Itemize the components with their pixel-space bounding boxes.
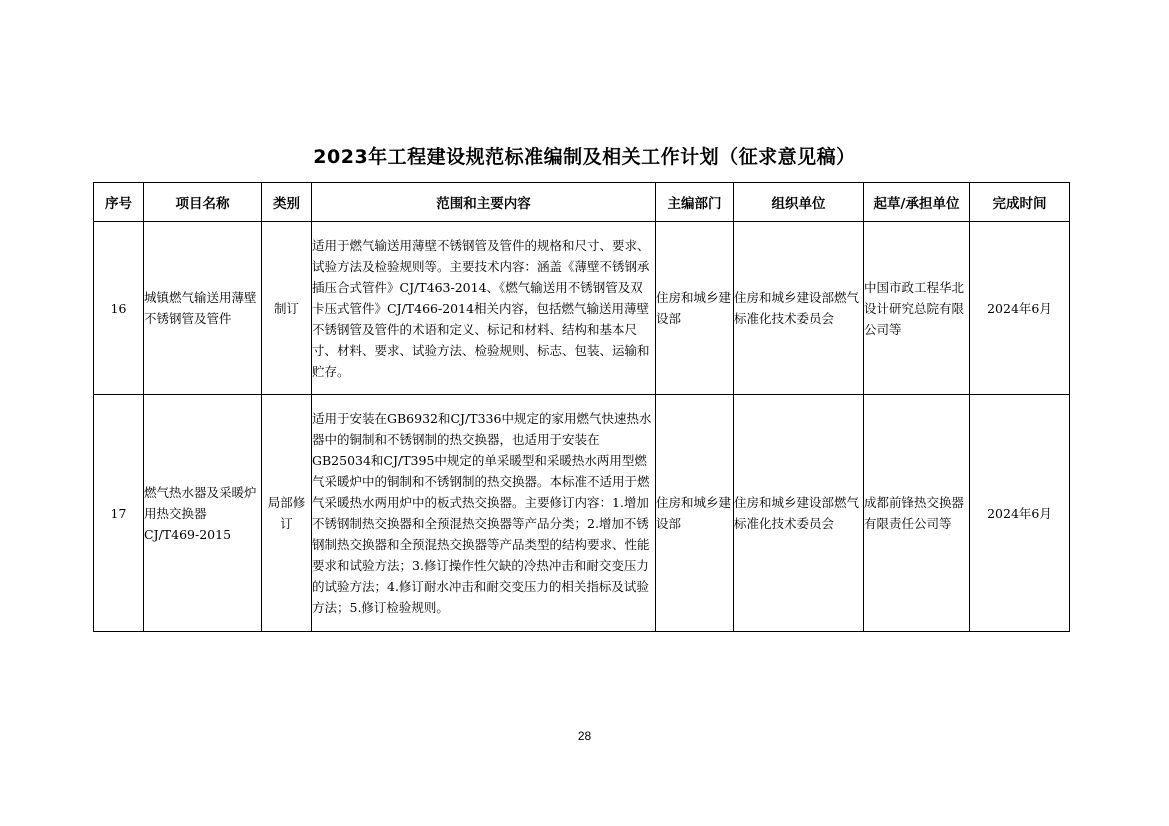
table-header-row [94,183,1070,222]
row-editor-dept: 住房和城乡建设部 [656,222,734,395]
work-plan-table [93,182,1070,632]
page-number: 28 [577,729,592,743]
row-category: 制订 [262,222,312,395]
row-deadline: 2024年6月 [970,222,1070,395]
header-deadline: 完成时间 [970,183,1070,222]
header-editor-dept: 主编部门 [656,183,734,222]
page-title: 2023年工程建设规范标准编制及相关工作计划（征求意见稿） [313,146,856,168]
row-editor-dept: 住房和城乡建设部 [656,395,734,632]
row-drafter: 中国市政工程华北设计研究总院有限公司等 [864,222,970,395]
header-org-unit: 组织单位 [734,183,864,222]
header-category: 类别 [262,183,312,222]
row-drafter: 成都前锋热交换器有限责任公司等 [864,395,970,632]
table-row [94,395,1070,632]
row-project-name: 燃气热水器及采暖炉用热交换器CJ/T469-2015 [144,395,262,632]
header-project-name: 项目名称 [144,183,262,222]
row-project-name: 城镇燃气输送用薄壁不锈钢管及管件 [144,222,262,395]
table-row [94,222,1070,395]
row-no: 17 [94,395,144,632]
header-scope: 范围和主要内容 [312,183,656,222]
row-category: 局部修订 [262,395,312,632]
row-org-unit: 住房和城乡建设部燃气标准化技术委员会 [734,222,864,395]
row-deadline: 2024年6月 [970,395,1070,632]
row-org-unit: 住房和城乡建设部燃气标准化技术委员会 [734,395,864,632]
row-scope: 适用于安装在GB6932和CJ/T336中规定的家用燃气快速热水器中的铜制和不锈钢制的热交换器，也适用于安装在GB25034和CJ/T395中规定的单采暖型和采暖热水两用型燃气采暖炉中的铜制和不锈钢制的热交换器。本标准不适用于燃气采暖热水两用炉中的板式热交换器。主要修订内容：1.增加不锈钢制热交换器和全预混热交换器等产品分类；2.增加不锈钢制热交换器和全预混热交换器等产品类型的结构要求、性能要求和试验方法；3.修订操作性欠缺的冷热冲击和耐交变压力的试验方法；4.修订耐水冲击和耐交变压力的相关指标及试验方法；5.修订检验规则。 [312,395,656,632]
row-scope: 适用于燃气输送用薄壁不锈钢管及管件的规格和尺寸、要求、试验方法及检验规则等。主要技术内容：涵盖《薄壁不锈钢承插压合式管件》CJ/T463-2014、《燃气输送用不锈钢管及双卡压式管件》CJ/T466-2014相关内容，包括燃气输送用薄壁不锈钢管及管件的术语和定义、标记和材料、结构和基本尺寸、材料、要求、试验方法、检验规则、标志、包装、运输和贮存。 [312,222,656,395]
row-no: 16 [94,222,144,395]
header-no: 序号 [94,183,144,222]
header-drafter: 起草/承担单位 [864,183,970,222]
